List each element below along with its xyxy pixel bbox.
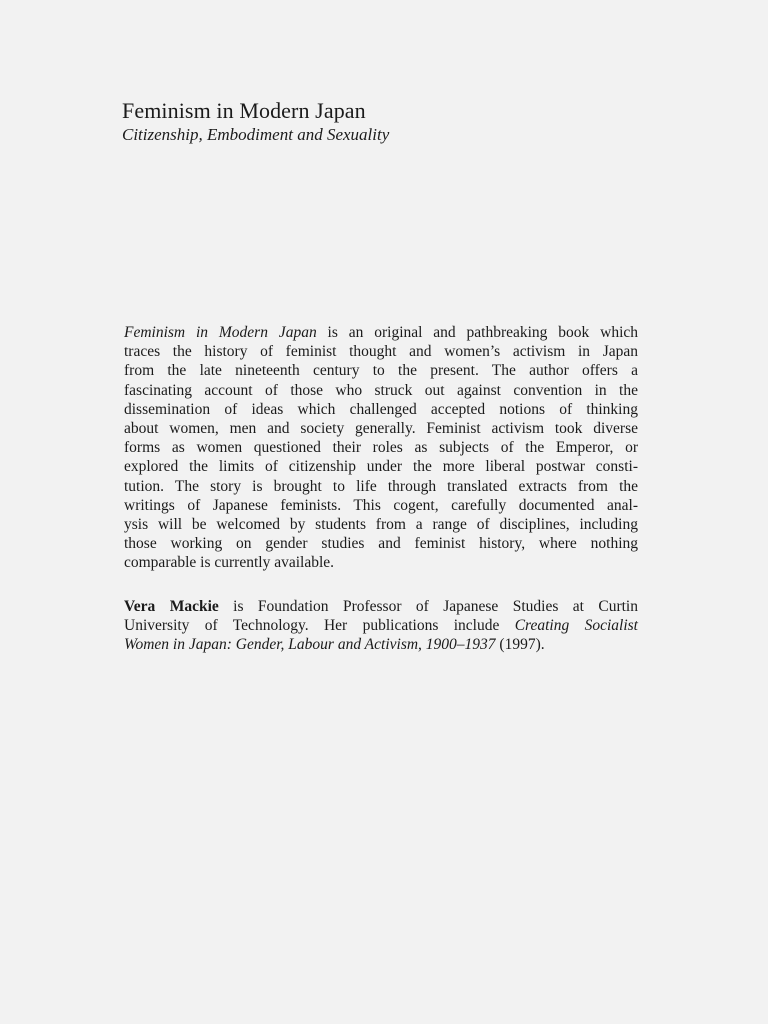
author-bio bbox=[124, 597, 638, 655]
description-line: writings of Japanese feminists. This cogent, carefully documented anal- bbox=[124, 496, 638, 514]
bio-text: is Foundation Professor of Japanese Studies at Curtin bbox=[218, 598, 638, 615]
bio-line bbox=[124, 597, 638, 616]
description-line: from the late nineteenth century to the present. The author offers a bbox=[124, 362, 638, 380]
description-line: those working on gender studies and feminist history, where nothing bbox=[124, 535, 638, 553]
description-line: comparable is currently available. bbox=[124, 554, 335, 572]
bio-line bbox=[124, 616, 638, 635]
description-line: fascinating account of those who struck out against convention in the bbox=[124, 381, 638, 399]
description-line: ysis will be welcomed by students from a range of disciplines, including bbox=[124, 516, 638, 534]
book-subtitle: Citizenship, Embodiment and Sexuality bbox=[122, 125, 390, 144]
bio-line bbox=[124, 635, 638, 654]
publication-title: Creating Socialist bbox=[514, 617, 638, 635]
bio-text: (1997). bbox=[495, 636, 545, 654]
description-line: dissemination of ideas which challenged accepted notions of thinking bbox=[124, 400, 638, 418]
description-line: explored the limits of citizenship under the more liberal postwar consti- bbox=[124, 458, 638, 476]
description-line: forms as women questioned their roles as subjects of the Emperor, or bbox=[124, 439, 638, 457]
description-text: is an original and pathbreaking book which bbox=[316, 324, 639, 341]
book-description bbox=[124, 323, 638, 573]
author-name: Vera Mackie bbox=[124, 598, 219, 615]
description-line: tution. The story is brought to life through translated extracts from the bbox=[124, 477, 638, 495]
bio-text: University of Technology. Her publications include bbox=[124, 617, 515, 635]
book-title-reference: Feminism in Modern Japan bbox=[124, 324, 317, 341]
description-line: about women, men and society generally. Feminist activism took diverse bbox=[124, 420, 638, 438]
book-title: Feminism in Modern Japan bbox=[122, 98, 366, 123]
description-line: traces the history of feminist thought and women’s activism in Japan bbox=[124, 343, 638, 361]
description-line bbox=[124, 323, 638, 342]
publication-title: Women in Japan: Gender, Labour and Activism, 1900–1937 bbox=[124, 636, 496, 654]
